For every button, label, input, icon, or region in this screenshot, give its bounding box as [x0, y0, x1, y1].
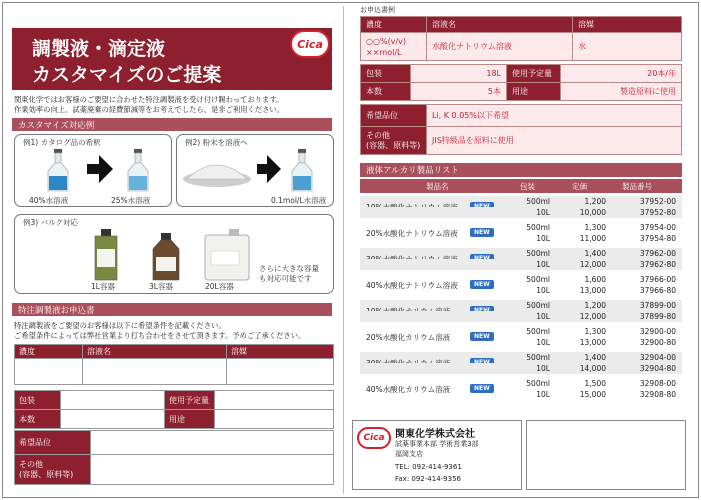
company-fax: Fax: 092-414-9356 — [395, 475, 461, 483]
caption-1l: 1L容器 — [91, 282, 115, 291]
form-label-usage: 使用予定量 — [165, 391, 215, 410]
product-package: 10L — [536, 286, 550, 295]
new-badge: NEW — [470, 228, 494, 237]
form-note-1: 特注調製液をご要望のお客様は以下に希望条件を記載ください。 — [14, 321, 226, 330]
arrow-stem-2 — [257, 164, 267, 174]
stamp-box — [526, 420, 686, 490]
packaging-field[interactable] — [61, 391, 165, 410]
product-row — [360, 207, 682, 218]
bottle-40-icon — [45, 149, 71, 193]
products-header-name: 製品名 — [426, 182, 449, 191]
products-header-code: 製品番号 — [622, 182, 652, 191]
quantity-field[interactable] — [61, 410, 165, 429]
title-line-1: 調製液・滴定液 — [32, 38, 166, 60]
product-price: 13,000 — [579, 286, 606, 295]
arrow-right-icon — [267, 155, 281, 183]
section-customize-examples: カスタマイズ対応例 — [12, 118, 332, 131]
order-form — [14, 344, 334, 385]
product-price: 12,000 — [579, 260, 606, 269]
product-row — [360, 378, 682, 394]
usage-field[interactable] — [215, 391, 334, 410]
sample-form — [360, 16, 682, 61]
example-3-label: 例3) バルク対応 — [23, 218, 78, 227]
caption-25: 25%水溶液 — [111, 196, 151, 205]
intro-line-2: 作業効率の向上、試薬廃棄の経費節減等をお考えでしたら、是非ご利用ください。 — [14, 105, 284, 114]
product-price: 1,300 — [584, 223, 606, 232]
product-package: 10L — [536, 208, 550, 217]
product-package: 10L — [536, 338, 550, 347]
product-code: 37899-00 — [639, 301, 676, 310]
product-code: 37954-00 — [639, 223, 676, 232]
sample-label-purpose: 用途 — [507, 83, 561, 101]
product-price: 1,400 — [584, 353, 606, 362]
product-code: 32900-00 — [639, 327, 676, 336]
sample-form-details — [360, 64, 682, 101]
title-line-2: カスタマイズのご提案 — [32, 64, 222, 86]
sample-solution-name: 水酸化ナトリウム溶液 — [427, 33, 573, 61]
form-label-quantity: 本数 — [15, 410, 61, 429]
order-form-extra — [14, 430, 334, 485]
product-row — [360, 326, 682, 342]
product-row — [360, 233, 682, 244]
sample-concentration-line2: ××mol/L — [366, 47, 402, 57]
product-price: 1,500 — [584, 379, 606, 388]
form-label-other-line1: その他 — [19, 459, 43, 469]
product-price: 10,000 — [579, 208, 606, 217]
company-department: 試薬事業本部 学術営業3部 — [395, 440, 479, 448]
purpose-field[interactable] — [215, 410, 334, 429]
sample-packaging: 18L — [411, 65, 507, 83]
grade-field[interactable] — [91, 431, 334, 455]
company-name: 関東化学株式会社 — [395, 429, 475, 440]
product-package: 500ml — [526, 197, 550, 206]
product-code: 37954-80 — [639, 234, 676, 243]
products-header-row — [360, 179, 682, 193]
product-package: 500ml — [526, 327, 550, 336]
sample-label-quantity: 本数 — [361, 83, 411, 101]
form-header-concentration: 濃度 — [15, 345, 83, 359]
caption-20l: 20L容器 — [205, 282, 234, 291]
product-row — [360, 196, 682, 207]
product-price: 15,000 — [579, 390, 606, 399]
sample-label-other — [361, 127, 427, 155]
sample-label-packaging: 包装 — [361, 65, 411, 83]
sample-grade: Li, K 0.05%以下希望 — [427, 105, 682, 127]
larger-capacity-note-2: も対応可能です — [259, 274, 312, 283]
product-package: 500ml — [526, 249, 550, 258]
product-code: 32900-80 — [639, 338, 676, 347]
form-label-other-line2: (容器、原料等) — [19, 469, 74, 479]
sample-label-other-line1: その他 — [366, 130, 390, 140]
new-badge: NEW — [470, 384, 494, 393]
product-code: 37962-00 — [639, 249, 676, 258]
product-row — [360, 285, 682, 296]
container-20l-icon — [203, 229, 251, 281]
title-banner — [12, 28, 332, 90]
sample-label-grade: 希望品位 — [361, 105, 427, 127]
product-package: 10L — [536, 260, 550, 269]
example-3-box — [14, 214, 334, 294]
product-package: 500ml — [526, 353, 550, 362]
new-badge: NEW — [470, 332, 494, 341]
product-package: 500ml — [526, 301, 550, 310]
product-package: 10L — [536, 234, 550, 243]
sample-header-solvent: 溶媒 — [573, 17, 682, 33]
sample-form-extra — [360, 104, 682, 155]
concentration-field[interactable] — [15, 359, 83, 385]
form-label-grade: 希望品位 — [15, 431, 91, 455]
sample-header-solution: 溶液名 — [427, 17, 573, 33]
sample-concentration-line1: ○○%(v/v) — [366, 36, 406, 46]
product-code: 32908-00 — [639, 379, 676, 388]
product-name: 40%水酸化ナトリウム溶液 — [366, 281, 458, 290]
bottle-1l-icon — [91, 229, 121, 281]
sample-purpose: 製造原料に使用 — [561, 83, 682, 101]
product-row — [360, 300, 682, 311]
product-price: 1,300 — [584, 327, 606, 336]
bottle-01mol-icon — [289, 149, 315, 193]
product-code: 32908-80 — [639, 390, 676, 399]
product-code: 37966-00 — [639, 275, 676, 284]
product-code: 37952-80 — [639, 208, 676, 217]
product-code: 37962-80 — [639, 260, 676, 269]
form-label-purpose: 用途 — [165, 410, 215, 429]
product-price: 1,600 — [584, 275, 606, 284]
order-form-details — [14, 390, 334, 429]
new-badge: NEW — [470, 280, 494, 289]
product-code: 37966-80 — [639, 286, 676, 295]
product-row — [360, 389, 682, 400]
form-label-packaging: 包装 — [15, 391, 61, 410]
form-header-solvent: 溶媒 — [227, 345, 334, 359]
page-divider — [343, 6, 344, 494]
product-package: 10L — [536, 364, 550, 373]
caption-40: 40%水溶液 — [29, 196, 69, 205]
product-name: 40%水酸化カリウム溶液 — [366, 385, 451, 394]
product-package: 500ml — [526, 223, 550, 232]
product-price: 1,200 — [584, 301, 606, 310]
sample-label-other-line2: (容器、原料等) — [366, 140, 421, 150]
products-header-price: 定価 — [572, 182, 587, 191]
caption-01mol: 0.1mol/L水溶液 — [271, 196, 327, 205]
products-title: 液体アルカリ製品リスト — [360, 163, 682, 177]
powder-icon — [181, 155, 253, 189]
sample-label-usage: 使用予定量 — [507, 65, 561, 83]
product-price: 11,000 — [579, 234, 606, 243]
product-price: 1,200 — [584, 197, 606, 206]
product-package: 500ml — [526, 379, 550, 388]
product-price: 1,400 — [584, 249, 606, 258]
larger-capacity-note-1: さらに大きな容量 — [259, 264, 319, 273]
product-package: 10L — [536, 312, 550, 321]
product-code: 32904-00 — [639, 353, 676, 362]
product-row — [360, 311, 682, 322]
product-row — [360, 352, 682, 363]
product-name: 20%水酸化ナトリウム溶液 — [366, 229, 458, 238]
product-price: 12,000 — [579, 312, 606, 321]
company-block — [352, 420, 522, 490]
product-package: 500ml — [526, 275, 550, 284]
solution-name-field[interactable] — [83, 359, 227, 385]
product-price: 14,000 — [579, 364, 606, 373]
product-code: 37952-00 — [639, 197, 676, 206]
sample-quantity: 5本 — [411, 83, 507, 101]
example-1-box — [14, 134, 172, 207]
product-package: 10L — [536, 390, 550, 399]
bottle-25-icon — [125, 149, 151, 193]
section-order-form: 特注調製液お申込書 — [12, 303, 332, 316]
company-branch: 福岡支店 — [395, 450, 423, 458]
intro-line-1: 関東化学ではお客様のご要望に合わせた特注調製液を受け付け賜わっております。 — [14, 95, 284, 104]
company-tel: TEL: 092-414-9361 — [395, 463, 462, 471]
bottle-3l-icon — [149, 233, 183, 281]
sample-solvent: 水 — [573, 33, 682, 61]
form-note-2: ご希望条件によっては弊社営業より打ち合わせをさせて頂きます。予めご了承ください。 — [14, 331, 306, 340]
product-code: 32904-80 — [639, 364, 676, 373]
solvent-field[interactable] — [227, 359, 334, 385]
example-2-box — [176, 134, 334, 207]
product-row — [360, 337, 682, 348]
product-row — [360, 222, 682, 238]
products-header-package: 包装 — [520, 182, 535, 191]
product-code: 37899-80 — [639, 312, 676, 321]
example-2-label: 例2) 粉末を溶液へ — [185, 138, 248, 147]
product-row — [360, 363, 682, 374]
arrow-right-icon — [99, 155, 113, 183]
product-row — [360, 259, 682, 270]
other-field[interactable] — [91, 455, 334, 485]
sample-caption: お申込書例 — [360, 6, 395, 14]
sample-concentration — [361, 33, 427, 61]
product-name: 20%水酸化カリウム溶液 — [366, 333, 451, 342]
caption-3l: 3L容器 — [149, 282, 173, 291]
product-row — [360, 274, 682, 290]
product-row — [360, 248, 682, 259]
form-label-other — [15, 455, 91, 485]
sample-other: JIS特級品を原料に使用 — [427, 127, 682, 155]
sample-usage: 20本/年 — [561, 65, 682, 83]
cica-logo: Cica — [290, 30, 330, 58]
company-logo: Cica — [357, 427, 391, 449]
arrow-stem-1 — [87, 164, 99, 174]
sample-header-concentration: 濃度 — [361, 17, 427, 33]
product-price: 13,000 — [579, 338, 606, 347]
form-header-solution: 溶液名 — [83, 345, 227, 359]
example-1-label: 例1) カタログ品の希釈 — [23, 138, 101, 147]
